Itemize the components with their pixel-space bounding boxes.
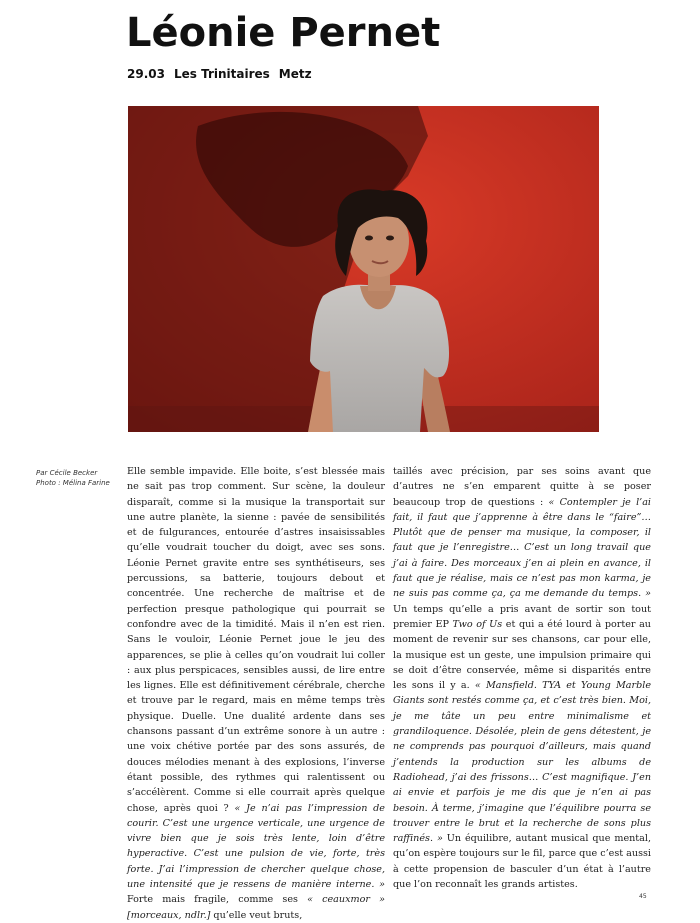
text-run: Un équilibre, autant musical que mental, qu’on espère toujours sur le fil, parce que c’est aussi à cette propension de basculer d’un état à l’autre que l’on reconnaît les grands artistes. bbox=[393, 833, 651, 891]
article-title: Léonie Pernet bbox=[126, 10, 441, 56]
text-run: Un temps qu’elle a pris avant de sortir son tout premier EP bbox=[393, 603, 651, 630]
article-body-2 bbox=[393, 464, 651, 892]
text-run: Elle semble impavide. Elle boite, s’est blessée mais ne sait pas trop comment. Sur scène, la douleur disparaît, comme si la musique la transportait sur une autre planète, la sienne : pavée de sensibilités et de fulgurances, entourée d’astres insaisissables qu’elle voudrait toucher du doigt, avec ses sons. Léonie Pernet gravite entre ses synthétiseurs, ses percussions, sa batterie, toujours debout et concentrée. Une recherche de maîtrise et de perfection presque pathologique qui pourrait se confondre avec de la timidité. Mais il n’en est rien. Sans le vouloir, Léonie Pernet joue le jeu des apparences, se plie à celles qu’on voudrait lui coller : aux plus perspicaces, sensibles aussi, de lire entre les lignes. Elle est définitivement cérébrale, cherche et trouve par le regard, mais en même temps très physique. Duelle. Une dualité ardente dans ses chansons passant d’un extrême sonore à un autre : une voix chétive portée par des sons assurés, de douces mélodies menant à des explosions, l’inverse étant possible, des rythmes qui ralentissent ou s’accélèrent. Comme si elle courrait après quelque chose, après quoi ? bbox=[127, 466, 385, 814]
article-body-1 bbox=[127, 464, 385, 923]
page-number: 45 bbox=[639, 893, 647, 900]
quote-run: « Contempler je l’ai fait, il faut que j’apprenne à être dans le “faire”… Plutôt que de penser ma musique, la composer, il faut que je l’enregistre… C’est un long travail que j’ai à faire. Des morceaux j’en ai plein en avance, il faut que je réalise, mais ce n’est pas mon karma, je ne suis pas comme ça, ça me demande du temps. » bbox=[393, 496, 651, 600]
text-run: et qui a été lourd à porter au moment de revenir sur ses chansons, car pour elle, la musique est un geste, une impulsion primaire qui se doit d’être conservée, même si disparités entre les sons il y a. bbox=[393, 618, 651, 692]
event-venue: Les Trinitaires bbox=[173, 67, 270, 81]
text-run: Forte mais fragile, comme ses bbox=[127, 894, 308, 906]
article-column-1 bbox=[127, 464, 385, 923]
quote-run: « ceauxmor » [morceaux, ndlr.] bbox=[127, 894, 385, 921]
credits bbox=[36, 468, 124, 488]
event-info bbox=[127, 67, 312, 81]
portrait-photo bbox=[128, 106, 599, 432]
text-run: qu’elle veut bruts, bbox=[210, 909, 303, 921]
author-credit: Par Cécile Becker bbox=[36, 469, 98, 477]
article-column-2 bbox=[393, 464, 651, 892]
text-run: taillés avec précision, par ses soins avant que d’autres ne s’en emparent quitte à se poser beaucoup trop de questions : bbox=[393, 466, 651, 508]
quote-run: « Je n’ai pas l’impression de courir. C’est une urgence verticale, une urgence de vivre bien que je sois très lente, loin d’être hyperactive. C’est une pulsion de vie, forte, très forte. J’ai l’impression de chercher quelque chose, une intensité que je ressens de manière interne. » bbox=[127, 802, 385, 891]
event-city: Metz bbox=[278, 67, 312, 81]
event-date: 29.03 bbox=[127, 67, 165, 81]
photo-credit: Photo : Mélina Farine bbox=[36, 479, 110, 487]
ep-title: Two of Us bbox=[452, 618, 503, 630]
quote-run: « Mansfield. TYA et Young Marble Giants sont restés comme ça, et c’est très bien. Moi, je me tâte un peu entre minimalisme et grandiloquence. Désolée, plein de gens détestent, je ne comprends pas pourquoi d’ailleurs, mais quand j’entends la production sur les albums de Radiohead, j’ai des frissons… C’est magnifique. J’en ai envie et parfois je me dis que je n’en ai pas besoin. À terme, j’imagine que l’équilibre pourra se trouver entre le brut et la recherche de sons plus raffinés. » bbox=[393, 680, 652, 845]
portrait-illustration bbox=[128, 106, 599, 432]
